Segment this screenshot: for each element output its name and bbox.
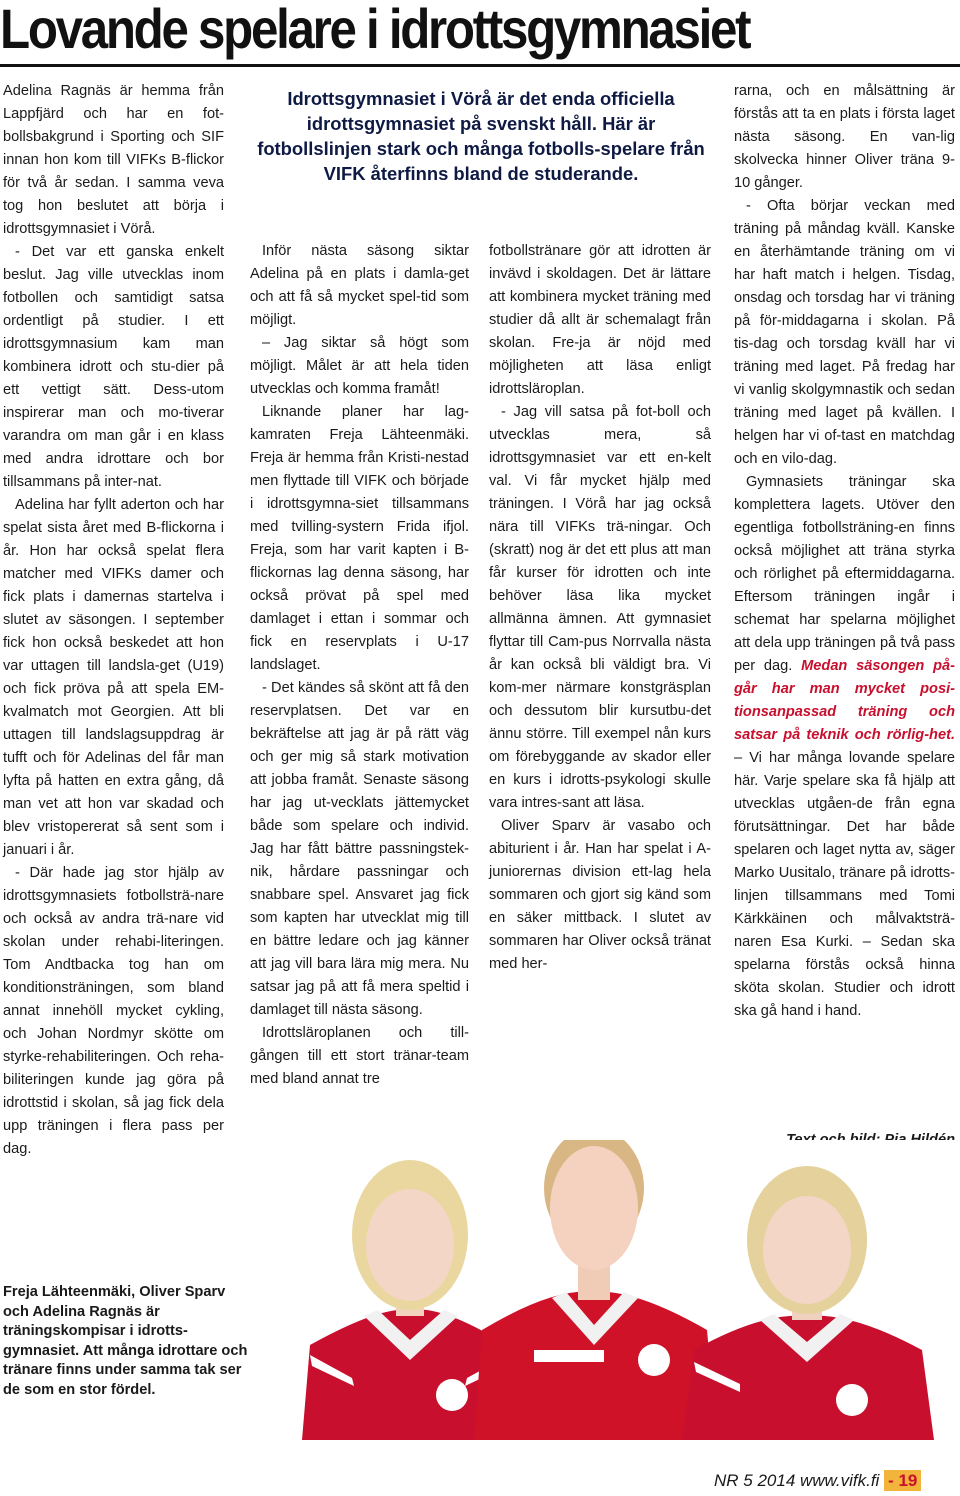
paragraph: Liknande planer har lag-kamraten Freja Lähteenmäki. Freja är hemma från Kristi-nestad men flyttade till VIFK och började i idrottsgymna-siet tillsammans med tvilling-systern Frida ifjol. Freja, som har varit kapten i B-flickornas lag denna säsong, har också prövat på spel med damlaget i ettan i sommar och fick en reservplats i U-17 landslaget. [250,404,469,673]
paragraph: - Jag vill satsa på fot-boll och utvecklas mera, så idrottsgymnasiet var ett en-kelt val. Vi får mycket hjälp med träningen. I Vörå har jag också nära till VIFKs trä-ningar. Och (skratt) nog är det ett plus att man får kurser för idrotten och inte behöver läsa lika mycket allmänna ämnen. Att gymnasiet flyttar till Cam-pus Norrvalla nästa år kan också bli väldigt bra. Vi kom-mer närmare konstgräsplan och dessutom blir kursutbu-det ännu större. Till exempel nån kurs om förebyggande av skador eller en kurs i idrotts-psykologi skulle vara intres-sant att läsa. [489,404,711,811]
article-lead: Idrottsgymnasiet i Vörå är det enda officiella idrottsgymnasiet på svenskt håll. Här är fotbollslinjen stark och många fotbolls-spelare från VIFK återfinns bland de studerande. [257,88,705,184]
text-column-2 [250,240,469,1091]
paragraph: Inför nästa säsong siktar Adelina på en plats i damla-get och att få så mycket spel-tid som möjligt. [250,243,469,328]
paragraph: Adelina har fyllt aderton och har spelat sista året med B-flickorna i år. Hon har också spelat flera matcher med VIFKs damer och fick plats i damernas startelva i slutet av säsongen. I september fick hon också beskedet att hon var uttagen till landsla-get (U19) och fick pröva på att spela EM-kvalmatch mot Georgien. Att bli uttagen till landslagsuppdrag är tufft och för Adelinas del får man lyfta på hatten en extra gång, då man vet att hon var skadad och blev vristopererat så sent som i januari i år. [3,497,224,858]
paragraph-text: – Vi har många lovande spelare här. Varje spelare ska få hjälp att utvecklas utgåen-de från egna förutsättningar. Det har både spelaren och laget nytta av, säger Marko Uusitalo, tränare på idrotts-linjen tillsammans med Tomi Kärkkäinen och målvaktsträ-naren Esa Kurki. – Sedan ska spelarna förstås också hinna sköta skolan. Studier och idrott ska gå hand i hand. [734,750,955,1019]
page-footer [714,1470,921,1492]
paragraph: Oliver Sparv är vasabo och abiturient i år. Han har spelat i A-juniorernas division ett-lag hela sommaren och gjort sig känd som en säker mittback. I slutet av sommaren har Oliver också tränat med her- [489,818,711,972]
photo-illustration [262,1140,960,1440]
paragraph: - Det kändes så skönt att få den reservplatsen. Det var en bekräftelse att jag är på rätt väg och ger mig så stark motivation att jobba framåt. Senaste säsong har jag ut-vecklats jättemycket både som spelare och individ. Jag har fått bättre passningstek-nik, hårdare passningar och snabbare spel. Ansvaret jag fick som kapten har utvecklat mig till en bättre ledare och jag känner att jag vill bara lära mig mera. Nu satsar jag på att få mera speltid i damlaget till nästa säsong. [250,680,469,1018]
emphasized-quote: Medan säsongen på-går har man mycket posi-tionsanpassad träning och satsar på teknik och rörlig-het. [734,658,955,743]
text-column-3 [489,240,711,976]
text-column-4 [734,80,955,1023]
paragraph: – Jag siktar så högt som möjligt. Målet är att hela tiden utvecklas och komma framåt! [250,335,469,397]
paragraph [734,471,955,1023]
text-column-1 [3,80,224,1161]
article-headline: Lovande spelare i idrottsgymnasiet [0,0,750,60]
paragraph: rarna, och en målsättning är förstås att ta en plats i första laget nästa säsong. En van-lig skolvecka hinner Oliver träna 9-10 gånger. [734,83,955,191]
team-photo [262,1140,960,1440]
paragraph-text: Gymnasiets träningar ska komplettera lagets. Utöver den egentliga fotbollsträning-en finns också möjlighet att träna styrka och rörlighet på eftermiddagarna. Eftersom träningen ingår i schemat har spelarna möjlighet att dela upp träningen på två pass per dag. [734,474,955,674]
page-number: - 19 [884,1470,921,1491]
paragraph: Adelina Ragnäs är hemma från Lappfjärd och har en fot-bollsbakgrund i Sporting och SIF innan hon kom till VIFKs B-flickor för två år sedan. I samma veva tog hon beslutet att börja i idrottsgymnasiet i Vörå. [3,83,224,237]
headline-rule [0,64,960,67]
photo-caption: Freja Lähteenmäki, Oliver Sparv och Adelina Ragnäs är träningskompisar i idrotts-gymnasiet. Att många idrottare och tränare finns under samma tak ser de som en stor fördel. [3,1284,248,1398]
paragraph: - Där hade jag stor hjälp av idrottsgymnasiets fotbollsträ-nare och också av andra trä-nare vid skolan under rehabi-literingen. Tom Andtbacka tog han om konditionsträningen, som bland annat innehöll mycket cykling, och Johan Nordmyr skötte om styrke-rehabiliteringen. Och reha-biliteringen kunde jag göra på idrottstid i skolan, så jag fick dela upp träningen i flera pass per dag. [3,865,224,1157]
paragraph: fotbollstränare gör att idrotten är invävd i skoldagen. Det är lättare att kombinera mycket träning med studier då allt är schemalagt från skolan. Fre-ja är nöjd med möjligheten att läsa enligt idrottsläroplan. [489,243,711,397]
issue-and-url: NR 5 2014 www.vifk.fi [714,1471,880,1490]
paragraph: Idrottsläroplanen och till-gången till ett stort tränar-team med bland annat tre [250,1025,469,1087]
paragraph: - Ofta börjar veckan med träning på måndag kväll. Kanske en återhämtande träning om vi har haft match i helgen. Tisdag, onsdag och torsdag har vi träning på för-middagarna i skolan. På tis-dag och torsdag kväll har vi träning med laget. På fredag har vi vanlig skolgymnastik och sedan träning med laget på kvällen. I helgen har vi of-tast en matchdag och en vilo-dag. [734,198,955,467]
paragraph: - Det var ett ganska enkelt beslut. Jag ville utvecklas inom fotbollen och samtidigt satsa ordentligt på studier. I ett idrottsgymnasium kam man kombinera idrott och stu-dier på ett vettigt sätt. Dess-utom inspirerar man och mo-tiverar varandra om man går i en klass med andra idrottare och bor tillsammans på inter-nat. [3,244,224,490]
